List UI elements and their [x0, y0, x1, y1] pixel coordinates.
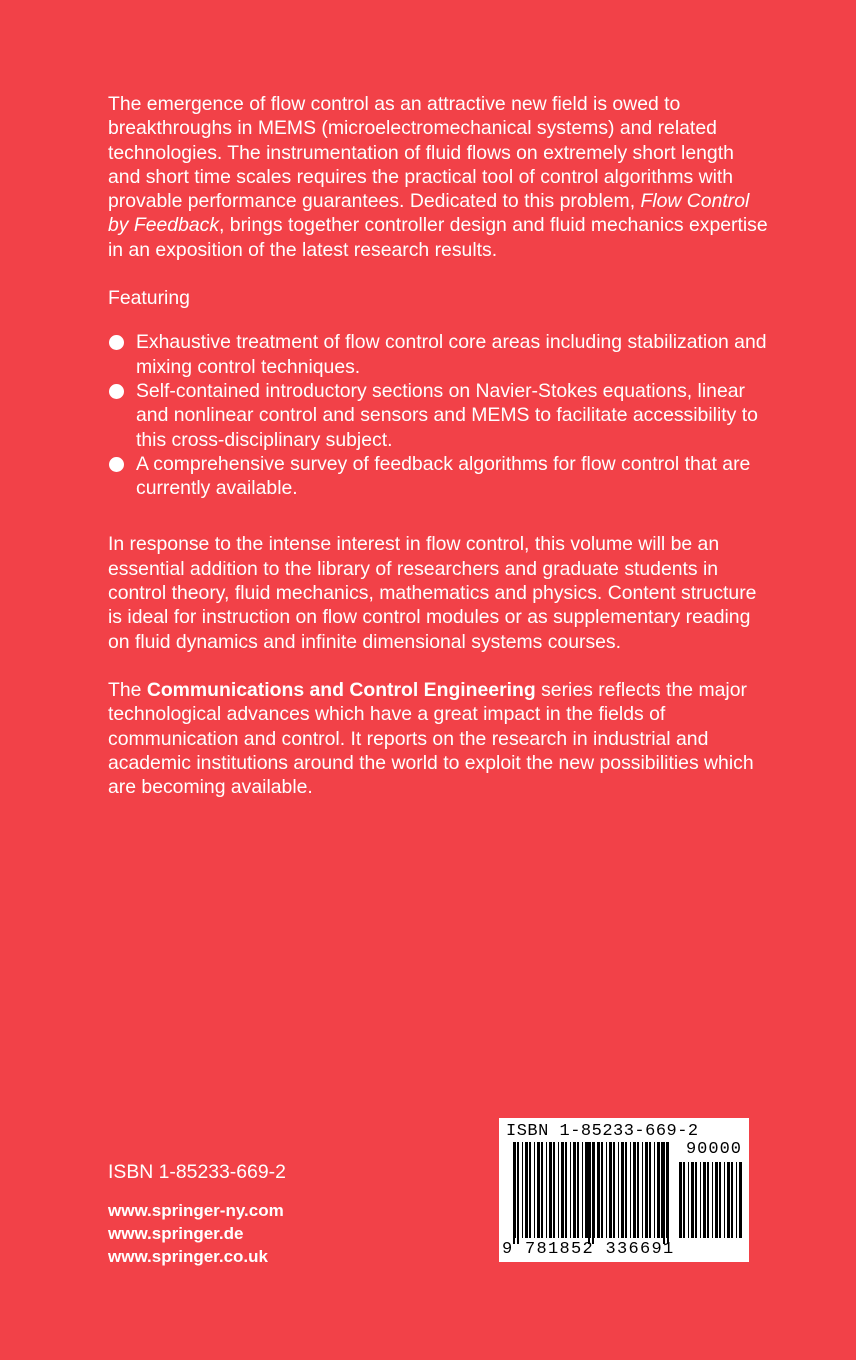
url-springer-de: www.springer.de: [108, 1224, 244, 1243]
publisher-urls: [108, 1199, 284, 1268]
featuring-label: Featuring: [108, 287, 190, 310]
url-springer-uk: www.springer.co.uk: [108, 1247, 268, 1266]
barcode: [499, 1118, 749, 1262]
bullet-icon: [109, 335, 124, 350]
feature-item: Exhaustive treatment of flow control core areas including stabilization and mixing control techniques.: [108, 330, 768, 379]
intro-text-part2: , brings together controller design and fluid mechanics expertise in an exposition of the latest research results.: [108, 214, 768, 261]
barcode-addon-digits: 90000: [685, 1140, 742, 1159]
isbn-label: ISBN 1-85233-669-2: [108, 1161, 286, 1183]
back-cover-text: [108, 92, 768, 799]
series-name: Communications and Control Engineering: [146, 678, 536, 701]
book-title: Flow Control by Feedback: [108, 190, 750, 237]
intro-paragraph: [108, 92, 768, 262]
intro-text-part1: The emergence of flow control as an attractive new field is owed to breakthroughs in MEMS (microelectromechanical systems) and related technologies. The instrumentation of fluid flows on extremely short length and short time scales requires the practical tool of control algorithms with provable performance guarantees. Dedicated to this problem,: [108, 93, 734, 213]
response-paragraph: In response to the intense interest in flow control, this volume will be an essential addition to the library of researchers and graduate students in control theory, fluid mechanics, mathematics and physics. Content structure is ideal for instruction on flow control modules or as supplementary reading on fluid dynamics and infinite dimensional systems courses.: [108, 533, 757, 653]
feature-list: [108, 330, 768, 500]
bullet-icon: [109, 457, 124, 472]
barcode-isbn-line: ISBN 1-85233-669-2: [506, 1122, 699, 1141]
series-paragraph: The Communications and Control Engineering series reflects the major technological advances which have a great impact in the fields of communication and control. It reports on the research in industrial and academic institutions around the world to exploit the new possibilities which are becoming available.: [108, 678, 754, 799]
feature-item: Self-contained introductory sections on Navier-Stokes equations, linear and nonlinear control and sensors and MEMS to facilitate accessibility to this cross-disciplinary subject.: [108, 379, 768, 452]
bullet-icon: [109, 384, 124, 399]
barcode-digits: 9 781852 336691: [502, 1240, 675, 1259]
feature-item: A comprehensive survey of feedback algorithms for flow control that are currently available.: [108, 452, 768, 501]
url-springer-ny: www.springer-ny.com: [108, 1201, 284, 1220]
